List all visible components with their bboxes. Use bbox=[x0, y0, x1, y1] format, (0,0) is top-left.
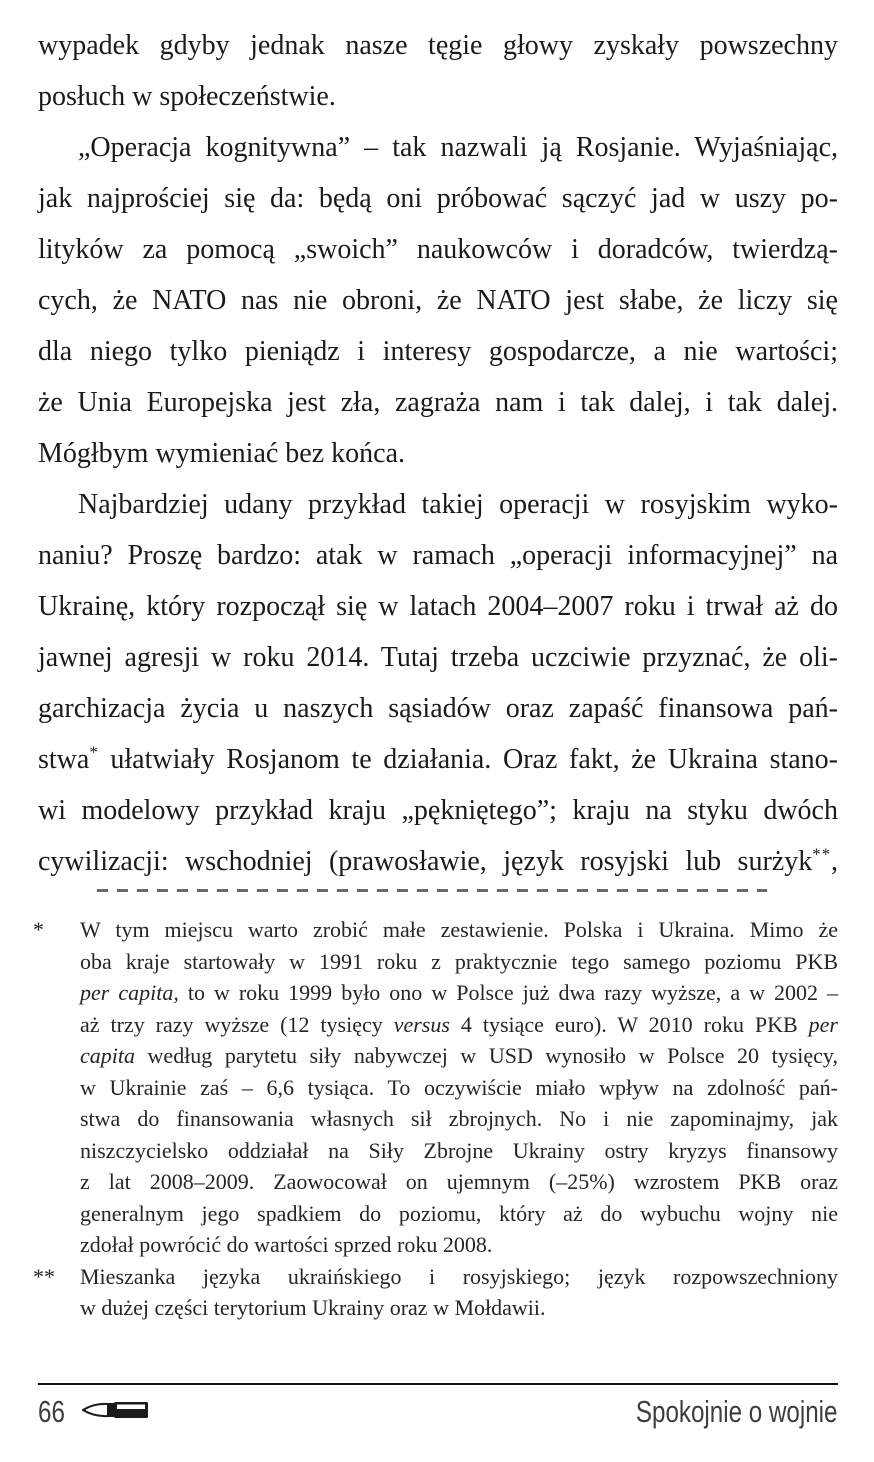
text-segment: Ukrainę, który rozpoczął się w latach 2004–2007 roku i trwał aż do bbox=[38, 591, 838, 622]
text-segment: stwa bbox=[38, 744, 90, 775]
text-line bbox=[38, 683, 838, 734]
text-segment: że Unia Europejska jest zła, zagraża nam i tak dalej, i tak dalej. bbox=[38, 387, 838, 418]
text-segment: per capita, bbox=[80, 980, 179, 1005]
footnote-text bbox=[80, 1261, 838, 1324]
footnote-marker: ** bbox=[33, 1263, 55, 1289]
footnote-marker: * bbox=[33, 917, 44, 942]
text-line bbox=[80, 1072, 838, 1104]
text-segment: zdołał powrócić do wartości sprzed roku 2008. bbox=[80, 1232, 493, 1257]
text-line bbox=[80, 946, 838, 978]
text-line bbox=[38, 581, 838, 632]
text-segment: W tym miejscu warto zrobić małe zestawienie. Polska i Ukraina. Mimo że bbox=[80, 917, 838, 942]
text-segment: ułatwiały Rosjanom te działania. Oraz fakt, że Ukraina stano- bbox=[98, 744, 838, 775]
text-line bbox=[80, 1103, 838, 1135]
text-segment: to w roku 1999 było ono w Polsce już dwa razy wyższe, a w 2002 – bbox=[178, 980, 838, 1005]
body-text bbox=[38, 20, 838, 887]
text-segment: 4 tysiące euro). W 2010 roku PKB bbox=[449, 1011, 809, 1037]
text-segment: „Operacja kognitywna” – tak nazwali ją Rosjanie. Wyjaśniając, bbox=[78, 132, 838, 163]
text-segment: oba kraje startowały w 1991 roku z praktycznie tego samego poziomu PKB bbox=[80, 948, 838, 974]
text-segment: według parytetu siły nabywczej w USD wynosiło w Polsce 20 tysięcy, bbox=[135, 1043, 838, 1068]
text-segment: posłuch w społeczeństwie. bbox=[38, 81, 336, 112]
footnote-reference: ** bbox=[812, 844, 831, 864]
text-line bbox=[38, 20, 838, 71]
footnote-reference: * bbox=[89, 742, 99, 762]
text-segment: wi modelowy przykład kraju „pękniętego”; kraju na styku dwóch bbox=[38, 795, 838, 826]
text-segment: garchizacja życia u naszych sąsiadów oraz zapaść finansowa pań- bbox=[38, 693, 838, 724]
text-segment: versus bbox=[393, 1011, 450, 1037]
text-line bbox=[38, 479, 838, 530]
text-line bbox=[38, 275, 838, 326]
text-segment: w dużej części terytorium Ukrainy oraz w Mołdawii. bbox=[80, 1295, 546, 1320]
page-number-text: 66 bbox=[38, 1394, 65, 1429]
text-line bbox=[38, 785, 838, 836]
text-segment: Najbardziej udany przykład takiej operacji w rosyjskim wyko- bbox=[78, 489, 838, 520]
footnote bbox=[33, 1261, 838, 1324]
page-footer bbox=[38, 1390, 838, 1446]
text-line bbox=[80, 1229, 838, 1261]
text-segment: naniu? Proszę bardzo: atak w ramach „operacji informacyjnej” na bbox=[38, 540, 838, 571]
book-title-text: Spokojnie o wojnie bbox=[636, 1394, 838, 1429]
text-segment: generalnym jego spadkiem do poziomu, który aż do wybuchu wojny nie bbox=[80, 1200, 838, 1226]
text-line bbox=[80, 1198, 838, 1230]
text-line bbox=[38, 530, 838, 581]
text-segment: stwa do finansowania własnych sił zbrojnych. No i nie zapominajmy, jak bbox=[80, 1106, 838, 1131]
text-line bbox=[80, 1166, 838, 1198]
text-line bbox=[38, 377, 838, 428]
text-line bbox=[38, 71, 838, 122]
text-line bbox=[38, 326, 838, 377]
footnote bbox=[33, 914, 838, 1261]
bullet-icon bbox=[82, 1400, 150, 1420]
text-segment: w Ukrainie zaś – 6,6 tysiąca. To oczywiście miało wpływ na zdolność pań- bbox=[80, 1074, 838, 1100]
text-segment: lityków za pomocą „swoich” naukowców i doradców, twierdzą- bbox=[38, 234, 838, 265]
text-line bbox=[80, 1135, 838, 1167]
text-segment: Mógłbym wymieniać bez końca. bbox=[38, 438, 406, 469]
text-segment: cych, że NATO nas nie obroni, że NATO jest słabe, że liczy się bbox=[38, 285, 838, 316]
text-line bbox=[80, 1261, 838, 1293]
text-segment: , bbox=[831, 846, 838, 877]
text-line bbox=[38, 428, 838, 479]
text-line bbox=[80, 977, 838, 1009]
text-segment: niszczycielsko oddziałał na Siły Zbrojne Ukrainy ostry kryzys finansowy bbox=[80, 1137, 838, 1163]
footnote-separator bbox=[97, 889, 767, 892]
page-number bbox=[38, 1394, 72, 1430]
text-line bbox=[80, 1292, 838, 1324]
footnote-text bbox=[80, 914, 838, 1261]
text-segment: dla niego tylko pieniądz i interesy gospodarcze, a nie wartości; bbox=[38, 336, 838, 367]
text-line bbox=[38, 734, 838, 785]
footnotes bbox=[33, 914, 838, 1324]
text-line bbox=[38, 632, 838, 683]
text-line bbox=[80, 1040, 838, 1072]
text-segment: z lat 2008–2009. Zaowocował on ujemnym (–25%) wzrostem PKB oraz bbox=[80, 1169, 838, 1194]
text-segment: aż trzy razy wyższe (12 tysięcy bbox=[80, 1011, 394, 1037]
text-segment: jawnej agresji w roku 2014. Tutaj trzeba uczciwie przyznać, że oli- bbox=[38, 642, 838, 673]
book-title bbox=[579, 1394, 838, 1430]
footer-rule bbox=[38, 1383, 838, 1385]
text-line bbox=[80, 914, 838, 946]
text-line bbox=[38, 173, 838, 224]
text-segment: wypadek gdyby jednak nasze tęgie głowy zyskały powszechny bbox=[38, 30, 838, 61]
text-segment: capita bbox=[80, 1043, 135, 1068]
text-line bbox=[38, 224, 838, 275]
text-segment: cywilizacji: wschodniej (prawosławie, język rosyjski lub surżyk bbox=[38, 846, 813, 877]
text-line bbox=[38, 836, 838, 887]
text-segment: Mieszanka języka ukraińskiego i rosyjskiego; język rozpowszechniony bbox=[80, 1263, 838, 1289]
text-line bbox=[38, 122, 838, 173]
text-segment: jak najprościej się da: będą oni próbować sączyć jad w uszy po- bbox=[38, 183, 838, 214]
text-line bbox=[80, 1009, 838, 1041]
text-segment: per bbox=[808, 1011, 838, 1037]
